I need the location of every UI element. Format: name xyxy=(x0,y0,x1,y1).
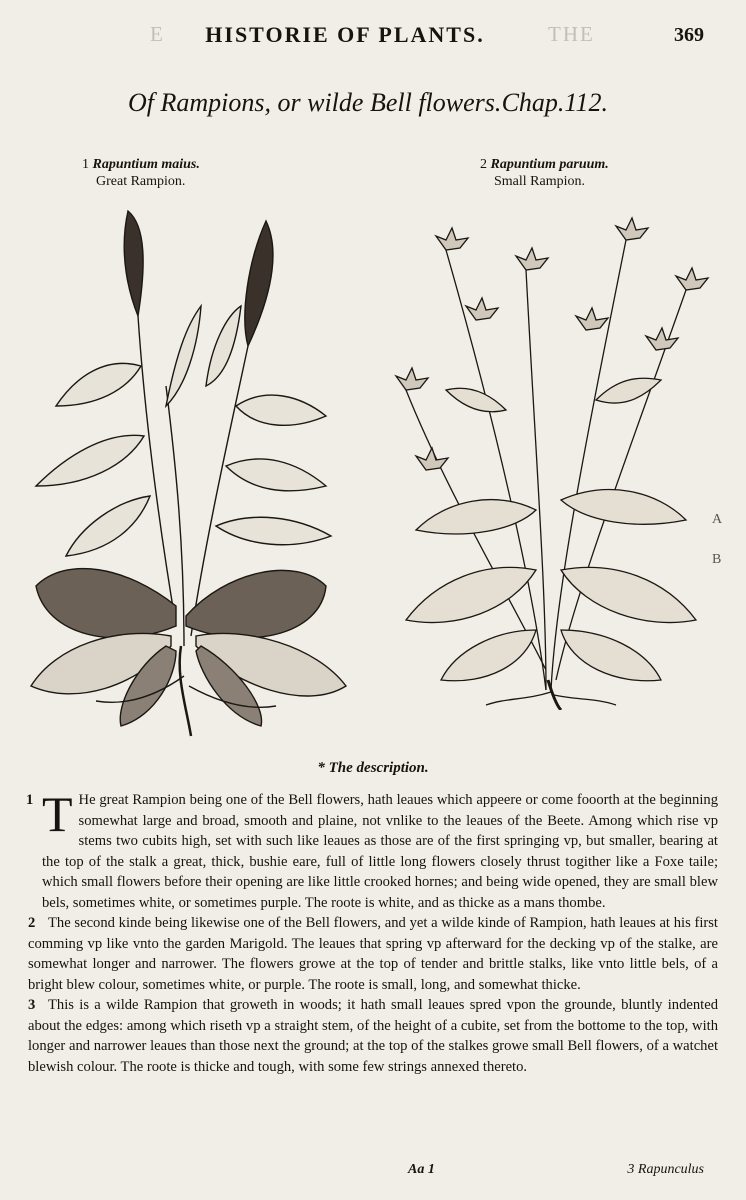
bleed-through-letter: E xyxy=(150,22,165,46)
description-heading: * The description. xyxy=(317,760,429,776)
figure-number: 1 xyxy=(82,157,89,172)
figure-latin-name: Rapuntium paruum. xyxy=(490,157,609,172)
figure-english-name: Great Rampion. xyxy=(96,174,186,189)
paragraph-number: 2 xyxy=(28,915,36,931)
catchword: 3 Rapunculus xyxy=(627,1162,704,1177)
description-paragraph-1 xyxy=(26,786,718,913)
great-rampion-woodcut xyxy=(26,206,361,746)
margin-letter-a: A xyxy=(712,512,723,527)
chapter-title: Of Rampions, or wilde Bell flowers. xyxy=(128,88,502,117)
description-paragraph-3 xyxy=(28,995,718,1077)
paragraph-text: This is a wilde Rampion that groweth in woods; it hath small leaues spred vpon the grounde, bluntly indented about the edges: among which riseth vp a straight stem, of the height of a cubite, set from the bottome to the top, with longer and narrower leaues than those next the ground; at the top of the stalkes growe small Bell flowers, of a watchet blewish colour. The roote is thicke and tough, with some few strings annexed thereto. xyxy=(28,997,718,1075)
description-body xyxy=(26,786,718,1077)
small-rampion-woodcut xyxy=(386,210,716,710)
figure-latin-name: Rapuntium maius. xyxy=(92,157,200,172)
figure-number: 2 xyxy=(480,157,487,172)
running-head xyxy=(0,22,746,52)
description-paragraph-2 xyxy=(28,913,718,995)
figure-caption-2 xyxy=(480,156,609,190)
chapter-number: Chap.112. xyxy=(501,88,608,117)
paragraph-text: He great Rampion being one of the Bell flowers, hath leaues which appeere or come fooorth at the beginning somewhat large and broad, smooth and plaine, not vnlike to the leaues of the Beete. Among which rise vp stems two cubits high, set with such like leaues as those are of the first springing vp, but smaller, bearing at the top of the stalk a great, thick, bushie eare, full of little long flowers closely thrust togither like a Foxe taile; which small flowers before their opening are like little crooked hornes; and being wide opened, they are small blew bels, sometimes white, or sometimes purple. The roote is white, and as thicke as a mans thombe. xyxy=(42,792,718,911)
figure-caption-1 xyxy=(82,156,200,190)
paragraph-text: The second kinde being likewise one of the Bell flowers, and yet a wilde kinde of Rampion, hath leaues at his first comming vp like vnto the garden Marigold. The leaues that spring vp afterward for the decking vp of the stalke, are somewhat longer and narrower. The flowers growe at the top of tender and brittle stalks, like vnto little bels, of a bright blew colour, sometimes white, or purple. The roote is small, long, and somewhat thicke. xyxy=(28,915,718,993)
running-head-title: HISTORIE OF PLANTS. xyxy=(205,22,485,47)
figure-english-name: Small Rampion. xyxy=(494,174,585,189)
margin-letter-b: B xyxy=(712,552,722,567)
drop-cap: T xyxy=(42,786,73,842)
page-number: 369 xyxy=(674,24,704,46)
bleed-through-word: THE xyxy=(548,22,595,46)
paragraph-number: 3 xyxy=(28,997,36,1013)
signature-mark: Aa 1 xyxy=(408,1162,435,1177)
chapter-heading xyxy=(128,88,608,122)
paragraph-number: 1 xyxy=(26,792,34,808)
